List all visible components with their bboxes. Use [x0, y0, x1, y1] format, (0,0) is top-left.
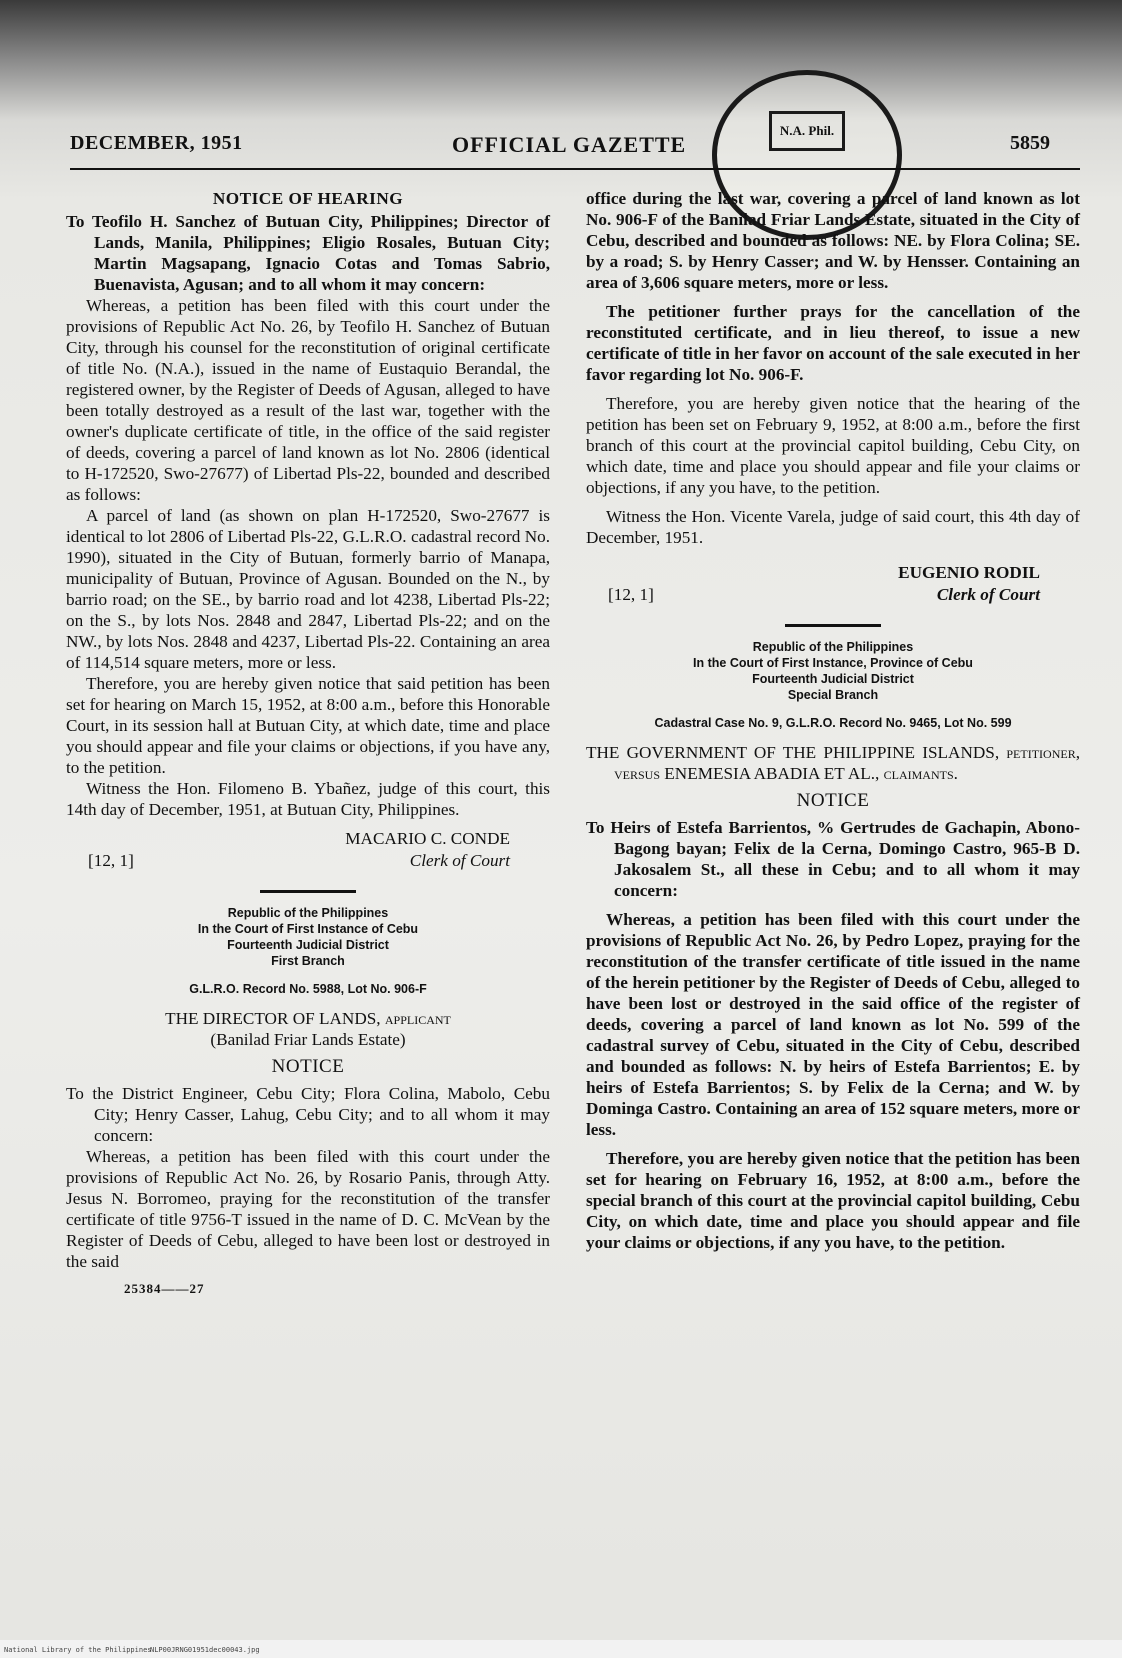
court-line: Special Branch	[787, 688, 879, 702]
stamp-label: N.A. Phil.	[769, 111, 845, 151]
signer-name: MACARIO C. CONDE	[345, 829, 510, 848]
notice-heading: NOTICE	[271, 1056, 345, 1077]
notice-addressees: To the District Engineer, Cebu City; Flora Colina, Mabolo, Cebu City; Henry Casser, Lahug, Cebu City; and to all whom it may concern:	[66, 1084, 550, 1145]
signer-title: Clerk of Court	[409, 851, 510, 870]
notice-heading: NOTICE	[796, 790, 870, 811]
notice-paragraph: Therefore, you are hereby given notice that the petition has been set for hearing on February 16, 1952, at 8:00 a.m., before the special branch of this court at the provincial capitol building, Cebu City, on which date, time and place you should appear and file your claims or objections, if any you have, to the petition.	[586, 1149, 1080, 1252]
running-head	[70, 132, 1090, 172]
left-column	[66, 188, 550, 1299]
court-line: Fourteenth Judicial District	[227, 938, 389, 952]
footer-filename: NLP00JRNG01951dec00043.jpg	[150, 1646, 260, 1654]
notice-paragraph: Whereas, a petition has been filed with this court under the provisions of Republic Act No. 26, by Pedro Lopez, praying for the reconstitution of the transfer certificate of title issued in the name of the herein petitioner by the Register of Deeds of Cebu, alleged to have been lost or destroyed in the said office of the register of deeds, covering a parcel of land known as lot No. 599 of the cadastral survey of Cebu, situated in the City of Cebu, described and bounded as follows: N. by heirs of Estefa Barrientos; E. by heirs of Estefa Barrientos; S. by Felix de la Cerna; and W. by Dominga Castro. Containing an area of 152 square meters, more or less.	[586, 910, 1080, 1139]
notice-addressees: To Heirs of Estefa Barrientos, % Gertrudes de Gachapin, Abono-Bagong bayan; Felix de la Cerna, Domingo Castro, 965-B D. Jakosalem St., all these in Cebu; and to all whom it may concern:	[586, 818, 1080, 900]
print-number: 25384——27	[124, 1281, 205, 1296]
notice-paragraph: Witness the Hon. Filomeno B. Ybañez, judge of this court, this 14th day of December, 1951, at Butuan City, Philippines.	[66, 779, 550, 819]
notice-paragraph: Whereas, a petition has been filed with this court under the provisions of Republic Act No. 26, by Teofilo H. Sanchez of Butuan City, through his counsel for the reconstitution of original certificate of title No. (N.A.), issued in the name of Eustaquio Berandal, the registered owner, by the Register of Deeds of Agusan, alleged to have been totally destroyed as a result of the last war, together with the owner's duplicate certificate of title, in the office of the said register of deeds, covering a parcel of land known as lot No. 2806 (identical to H-172520, Swo-27677) of Libertad Pls-22, bounded and described as follows:	[66, 296, 550, 504]
court-line: Fourteenth Judicial District	[752, 672, 914, 686]
party-line: (Banilad Friar Lands Estate)	[210, 1030, 406, 1049]
header-date: DECEMBER, 1951	[70, 132, 243, 154]
right-column	[586, 188, 1080, 1253]
notice-paragraph: Therefore, you are hereby given notice that the hearing of the petition has been set on February 9, 1952, at 8:00 a.m., before the first branch of this court at the provincial capitol building, Cebu City, on which date, time and place you should appear and file your claims or objections, if any you have, to the petition.	[586, 394, 1080, 497]
court-line: First Branch	[271, 954, 345, 968]
notice-paragraph: Whereas, a petition has been filed with this court under the provisions of Republic Act No. 26, by Rosario Panis, through Atty. Jesus N. Borromeo, praying for the reconstitution of the transfer certificate of title 9756-T issued in the name of D. C. McVean by the Register of Deeds of Cebu, alleged to have been lost or destroyed in the said	[66, 1147, 550, 1271]
signer-title: Clerk of Court	[936, 585, 1040, 604]
section-divider	[785, 624, 881, 627]
notice-addressees: To Teofilo H. Sanchez of Butuan City, Philippines; Director of Lands, Manila, Philippines; Eligio Rosales, Butuan City; Martin Magsapang, Ignacio Cotas and Tomas Sabrio, Buenavista, Agusan; and to all whom it may concern:	[66, 212, 550, 294]
header-title: OFFICIAL GAZETTE	[452, 132, 687, 157]
party-line: THE DIRECTOR OF LANDS, applicant	[165, 1009, 451, 1028]
court-line: In the Court of First Instance of Cebu	[197, 922, 419, 936]
footer-library: National Library of the Philippines	[4, 1646, 152, 1654]
record-number: G.L.R.O. Record No. 5988, Lot No. 906-F	[189, 982, 427, 996]
notice-paragraph: Witness the Hon. Vicente Varela, judge of said court, this 4th day of December, 1951.	[586, 507, 1080, 547]
signer-name: EUGENIO RODIL	[898, 563, 1040, 582]
header-page-number: 5859	[1010, 132, 1050, 154]
header-rule	[70, 168, 1080, 170]
scan-footer	[0, 1640, 1122, 1658]
notice-paragraph: office during the last war, covering a parcel of land known as lot No. 906-F of the Banilad Friar Lands Estate, situated in the City of Cebu, described and bounded as follows: NE. by Flora Colina; SE. by a road; S. by Henry Casser; and W. by Hensser. Containing an area of 3,606 square meters, more or less.	[586, 189, 1080, 292]
case-parties: THE GOVERNMENT OF THE PHILIPPINE ISLANDS, petitioner, versus ENEMESIA ABADIA ET AL., claimants.	[586, 743, 1080, 783]
court-line: Republic of the Philippines	[752, 640, 914, 654]
signature-block	[66, 828, 550, 876]
section-divider	[260, 890, 356, 893]
issue-reference: [12, 1]	[88, 851, 134, 870]
issue-reference: [12, 1]	[608, 585, 654, 604]
signature-block	[586, 562, 1080, 610]
notice-paragraph: A parcel of land (as shown on plan H-172520, Swo-27677 is identical to lot 2806 of Libertad Pls-22, G.L.R.O. cadastral record No. 1990), situated in the City of Butuan, formerly barrio of Manapa, municipality of Butuan, Province of Agusan. Bounded on the N., by barrio road; on the SE., by barrio road and lot 4238, Libertad Pls-22; on the S., by lots Nos. 2848 and 2847, Libertad Pls-22; and on the NW., by lots Nos. 2848 and 4237, Libertad Pls-22. Containing an area of 114,514 square meters, more or less.	[66, 506, 550, 672]
notice-paragraph: The petitioner further prays for the cancellation of the reconstituted certificate, and in lieu thereof, to issue a new certificate of title in her favor on account of the sale executed in her favor regarding lot No. 906-F.	[586, 302, 1080, 384]
record-number: Cadastral Case No. 9, G.L.R.O. Record No. 9465, Lot No. 599	[654, 716, 1012, 730]
court-line: Republic of the Philippines	[227, 906, 389, 920]
notice-heading: NOTICE OF HEARING	[212, 189, 404, 208]
notice-paragraph: Therefore, you are hereby given notice that said petition has been set for hearing on March 15, 1952, at 8:00 a.m., before this Honorable Court, in its session hall at Butuan City, at which date, time and place you should appear and file your claims or objections, if you have any, to the petition.	[66, 674, 550, 777]
court-line: In the Court of First Instance, Province of Cebu	[693, 656, 973, 670]
